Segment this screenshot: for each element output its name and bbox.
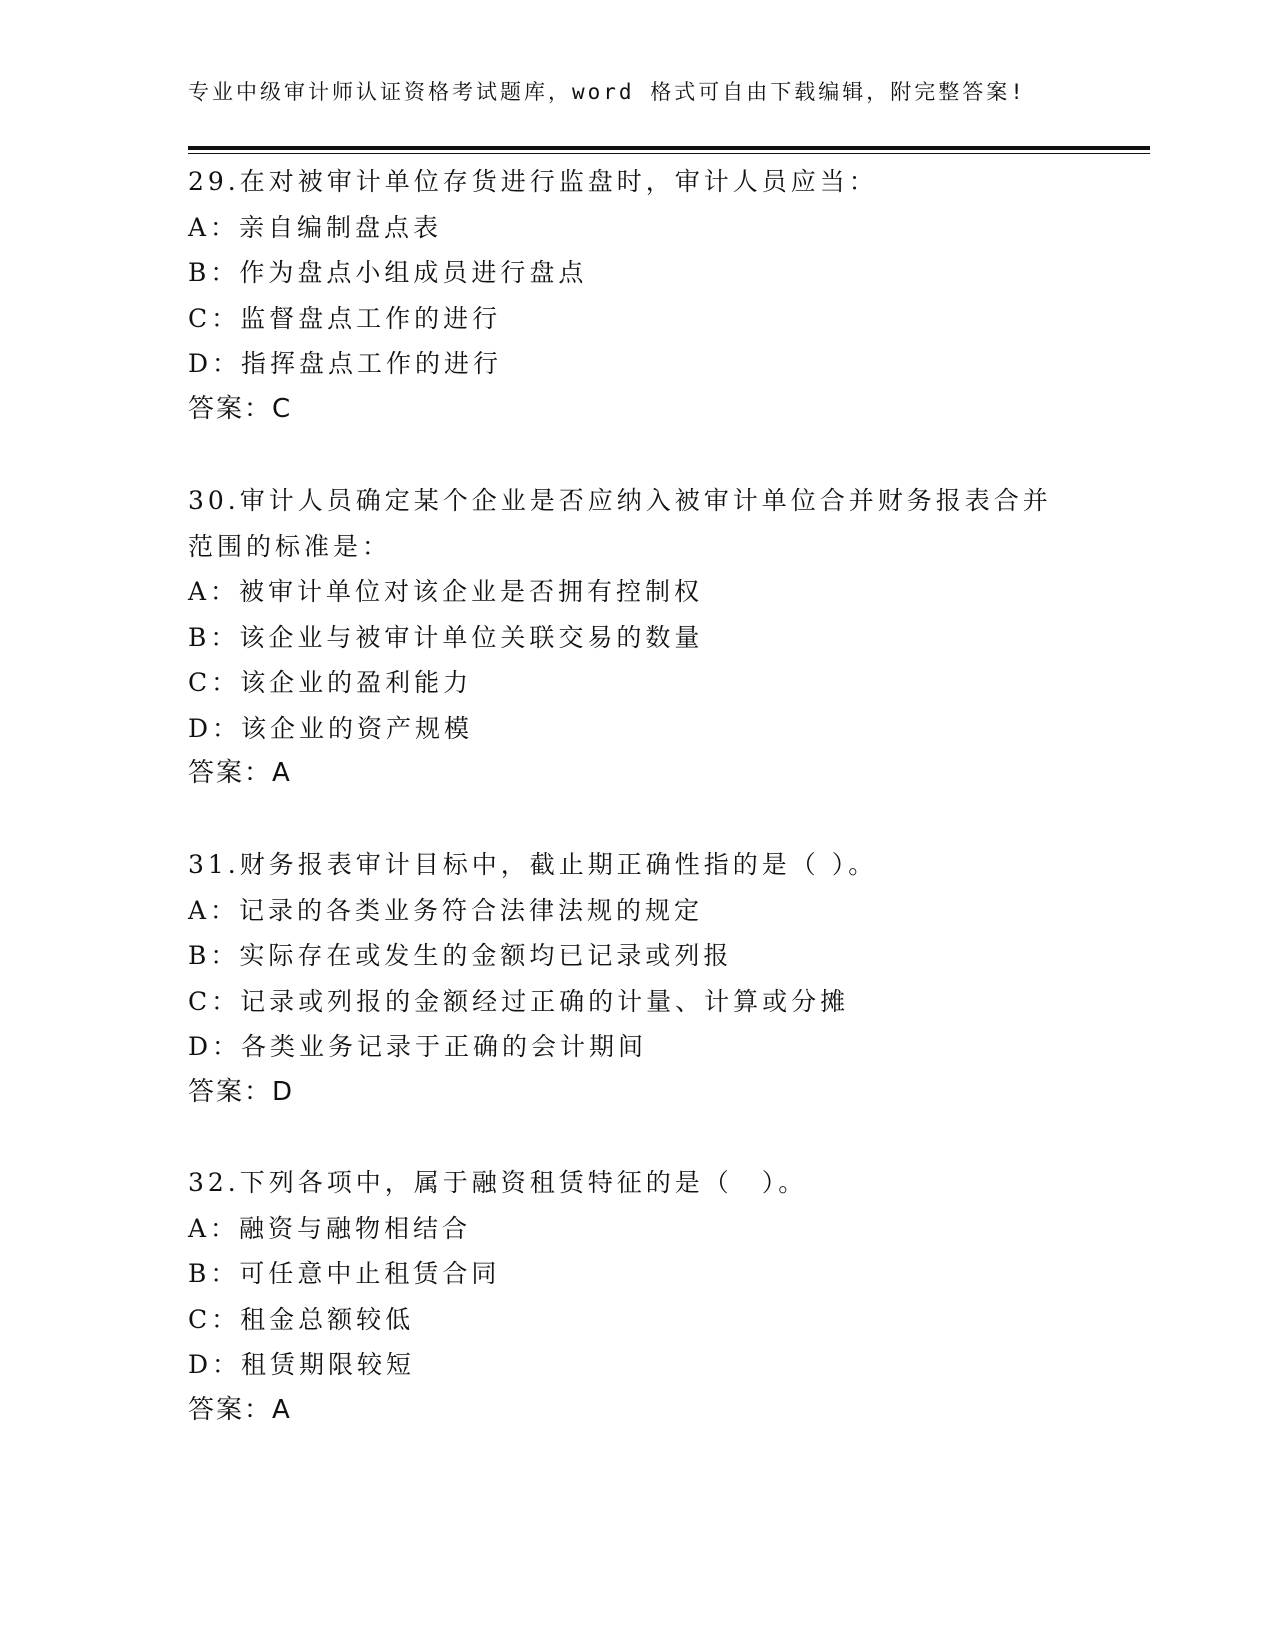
question-31 xyxy=(188,842,1088,1115)
option-a: A：被审计单位对该企业是否拥有控制权 xyxy=(188,577,704,606)
option-a: A：融资与融物相结合 xyxy=(188,1213,472,1243)
option-d: D：各类业务记录于正确的会计期间 xyxy=(188,1032,648,1061)
option-c: C：该企业的盈利能力 xyxy=(188,668,473,697)
option-c: C：租金总额较低 xyxy=(188,1304,415,1334)
option-d: D：指挥盘点工作的进行 xyxy=(188,349,503,378)
option-a: A：记录的各类业务符合法律法规的规定 xyxy=(188,895,704,925)
option-d: D：租赁期限较短 xyxy=(188,1350,416,1379)
question-stem: 31.财务报表审计目标中，截止期正确性指的是（ ）。 xyxy=(188,850,878,879)
option-b: B：可任意中止租赁合同 xyxy=(188,1259,501,1288)
question-32 xyxy=(188,1160,1088,1433)
option-b: B：作为盘点小组成员进行盘点 xyxy=(188,258,588,287)
question-29 xyxy=(188,159,1088,432)
option-a: A：亲自编制盘点表 xyxy=(188,212,443,242)
header-divider-thin xyxy=(188,153,1150,154)
question-stem: 30.审计人员确定某个企业是否应纳入被审计单位合并财务报表合并范围的标准是： xyxy=(188,486,1052,561)
option-d: D：该企业的资产规模 xyxy=(188,713,474,743)
option-b: B：实际存在或发生的金额均已记录或列报 xyxy=(188,941,733,970)
question-30 xyxy=(188,478,1088,797)
answer: 答案：A xyxy=(188,758,292,788)
question-stem: 29.在对被审计单位存货进行监盘时，审计人员应当： xyxy=(188,167,878,196)
answer: 答案：C xyxy=(188,393,293,424)
answer: 答案：D xyxy=(188,1076,295,1107)
answer: 答案：A xyxy=(188,1394,292,1425)
option-b: B：该企业与被审计单位关联交易的数量 xyxy=(188,622,704,652)
option-c: C：监督盘点工作的进行 xyxy=(188,303,502,333)
question-stem: 32.下列各项中，属于融资租赁特征的是（ ）。 xyxy=(188,1168,808,1197)
page-header: 专业中级审计师认证资格考试题库，word 格式可自由下载编辑，附完整答案! xyxy=(188,80,1026,104)
header-divider-thick xyxy=(188,146,1150,150)
option-c: C：记录或列报的金额经过正确的计量、计算或分摊 xyxy=(188,986,850,1016)
